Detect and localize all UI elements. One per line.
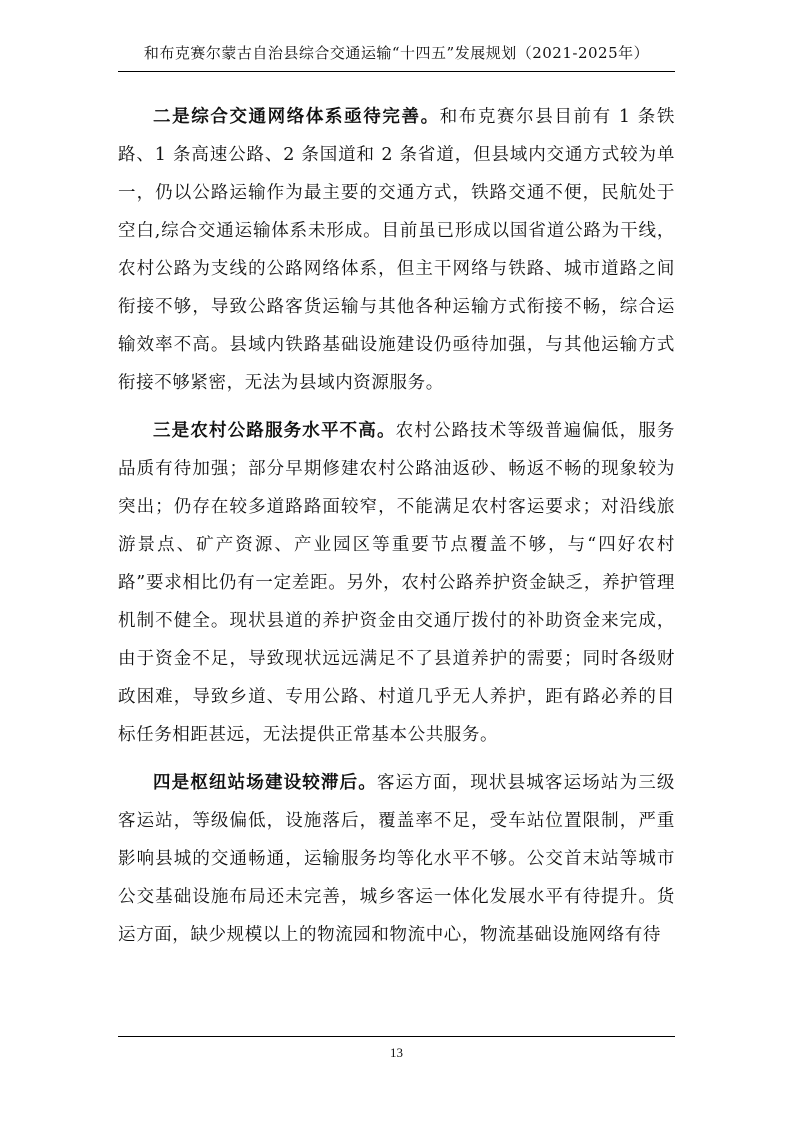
paragraph-text: 和布克赛尔县目前有 1 条铁路、1 条高速公路、2 条国道和 2 条省道，但县域内交通方式较为单一，仍以公路运输作为最主要的交通方式，铁路交通不便，民航处于空白,综合交通运输体系未形成。目前虽已形成以国省道公路为干线，农村公路为支线的公路网络体系，但主干网络与铁路、城市道路之间衔接不够，导致公路客货运输与其他各种运输方式衔接不畅，综合运输效率不高。县域内铁路基础设施建设仍亟待加强，与其他运输方式衔接不够紧密，无法为县域内资源服务。	[118, 107, 675, 393]
paragraph-text: 农村公路技术等级普遍偏低，服务品质有待加强；部分早期修建农村公路油返砂、畅返不畅的现象较为突出；仍存在较多道路路面较窄，不能满足农村客运要求；对沿线旅游景点、矿产资源、产业园区等重要节点覆盖不够，与“四好农村路”要求相比仍有一定差距。另外，农村公路养护资金缺乏，养护管理机制不健全。现状县道的养护资金由交通厅拨付的补助资金来完成，由于资金不足，导致现状远远满足不了县道养护的需要；同时各级财政困难，导致乡道、专用公路、村道几乎无人养护，距有路必养的目标任务相距甚远，无法提供正常基本公共服务。	[118, 421, 675, 745]
paragraph-network-system	[118, 98, 675, 402]
header-divider	[118, 71, 675, 72]
page-number: 13	[390, 1045, 403, 1060]
running-header: 和布克赛尔蒙古自治县综合交通运输“十四五”发展规划（2021-2025年）	[143, 44, 650, 62]
paragraph-lead: 二是综合交通网络体系亟待完善。	[153, 107, 440, 127]
footer-divider	[118, 1036, 675, 1037]
paragraph-lead: 三是农村公路服务水平不高。	[153, 421, 396, 441]
paragraph-lead: 四是枢纽站场建设较滞后。	[153, 773, 377, 793]
paragraph-hub-stations	[118, 764, 675, 954]
document-body	[118, 98, 675, 964]
paragraph-text: 客运方面，现状县城客运场站为三级客运站，等级偏低，设施落后，覆盖率不足，受车站位置限制，严重影响县城的交通畅通，运输服务均等化水平不够。公交首末站等城市公交基础设施布局还未完善，城乡客运一体化发展水平有待提升。货运方面，缺少规模以上的物流园和物流中心，物流基础设施网络有待	[118, 773, 675, 945]
paragraph-rural-roads	[118, 412, 675, 754]
